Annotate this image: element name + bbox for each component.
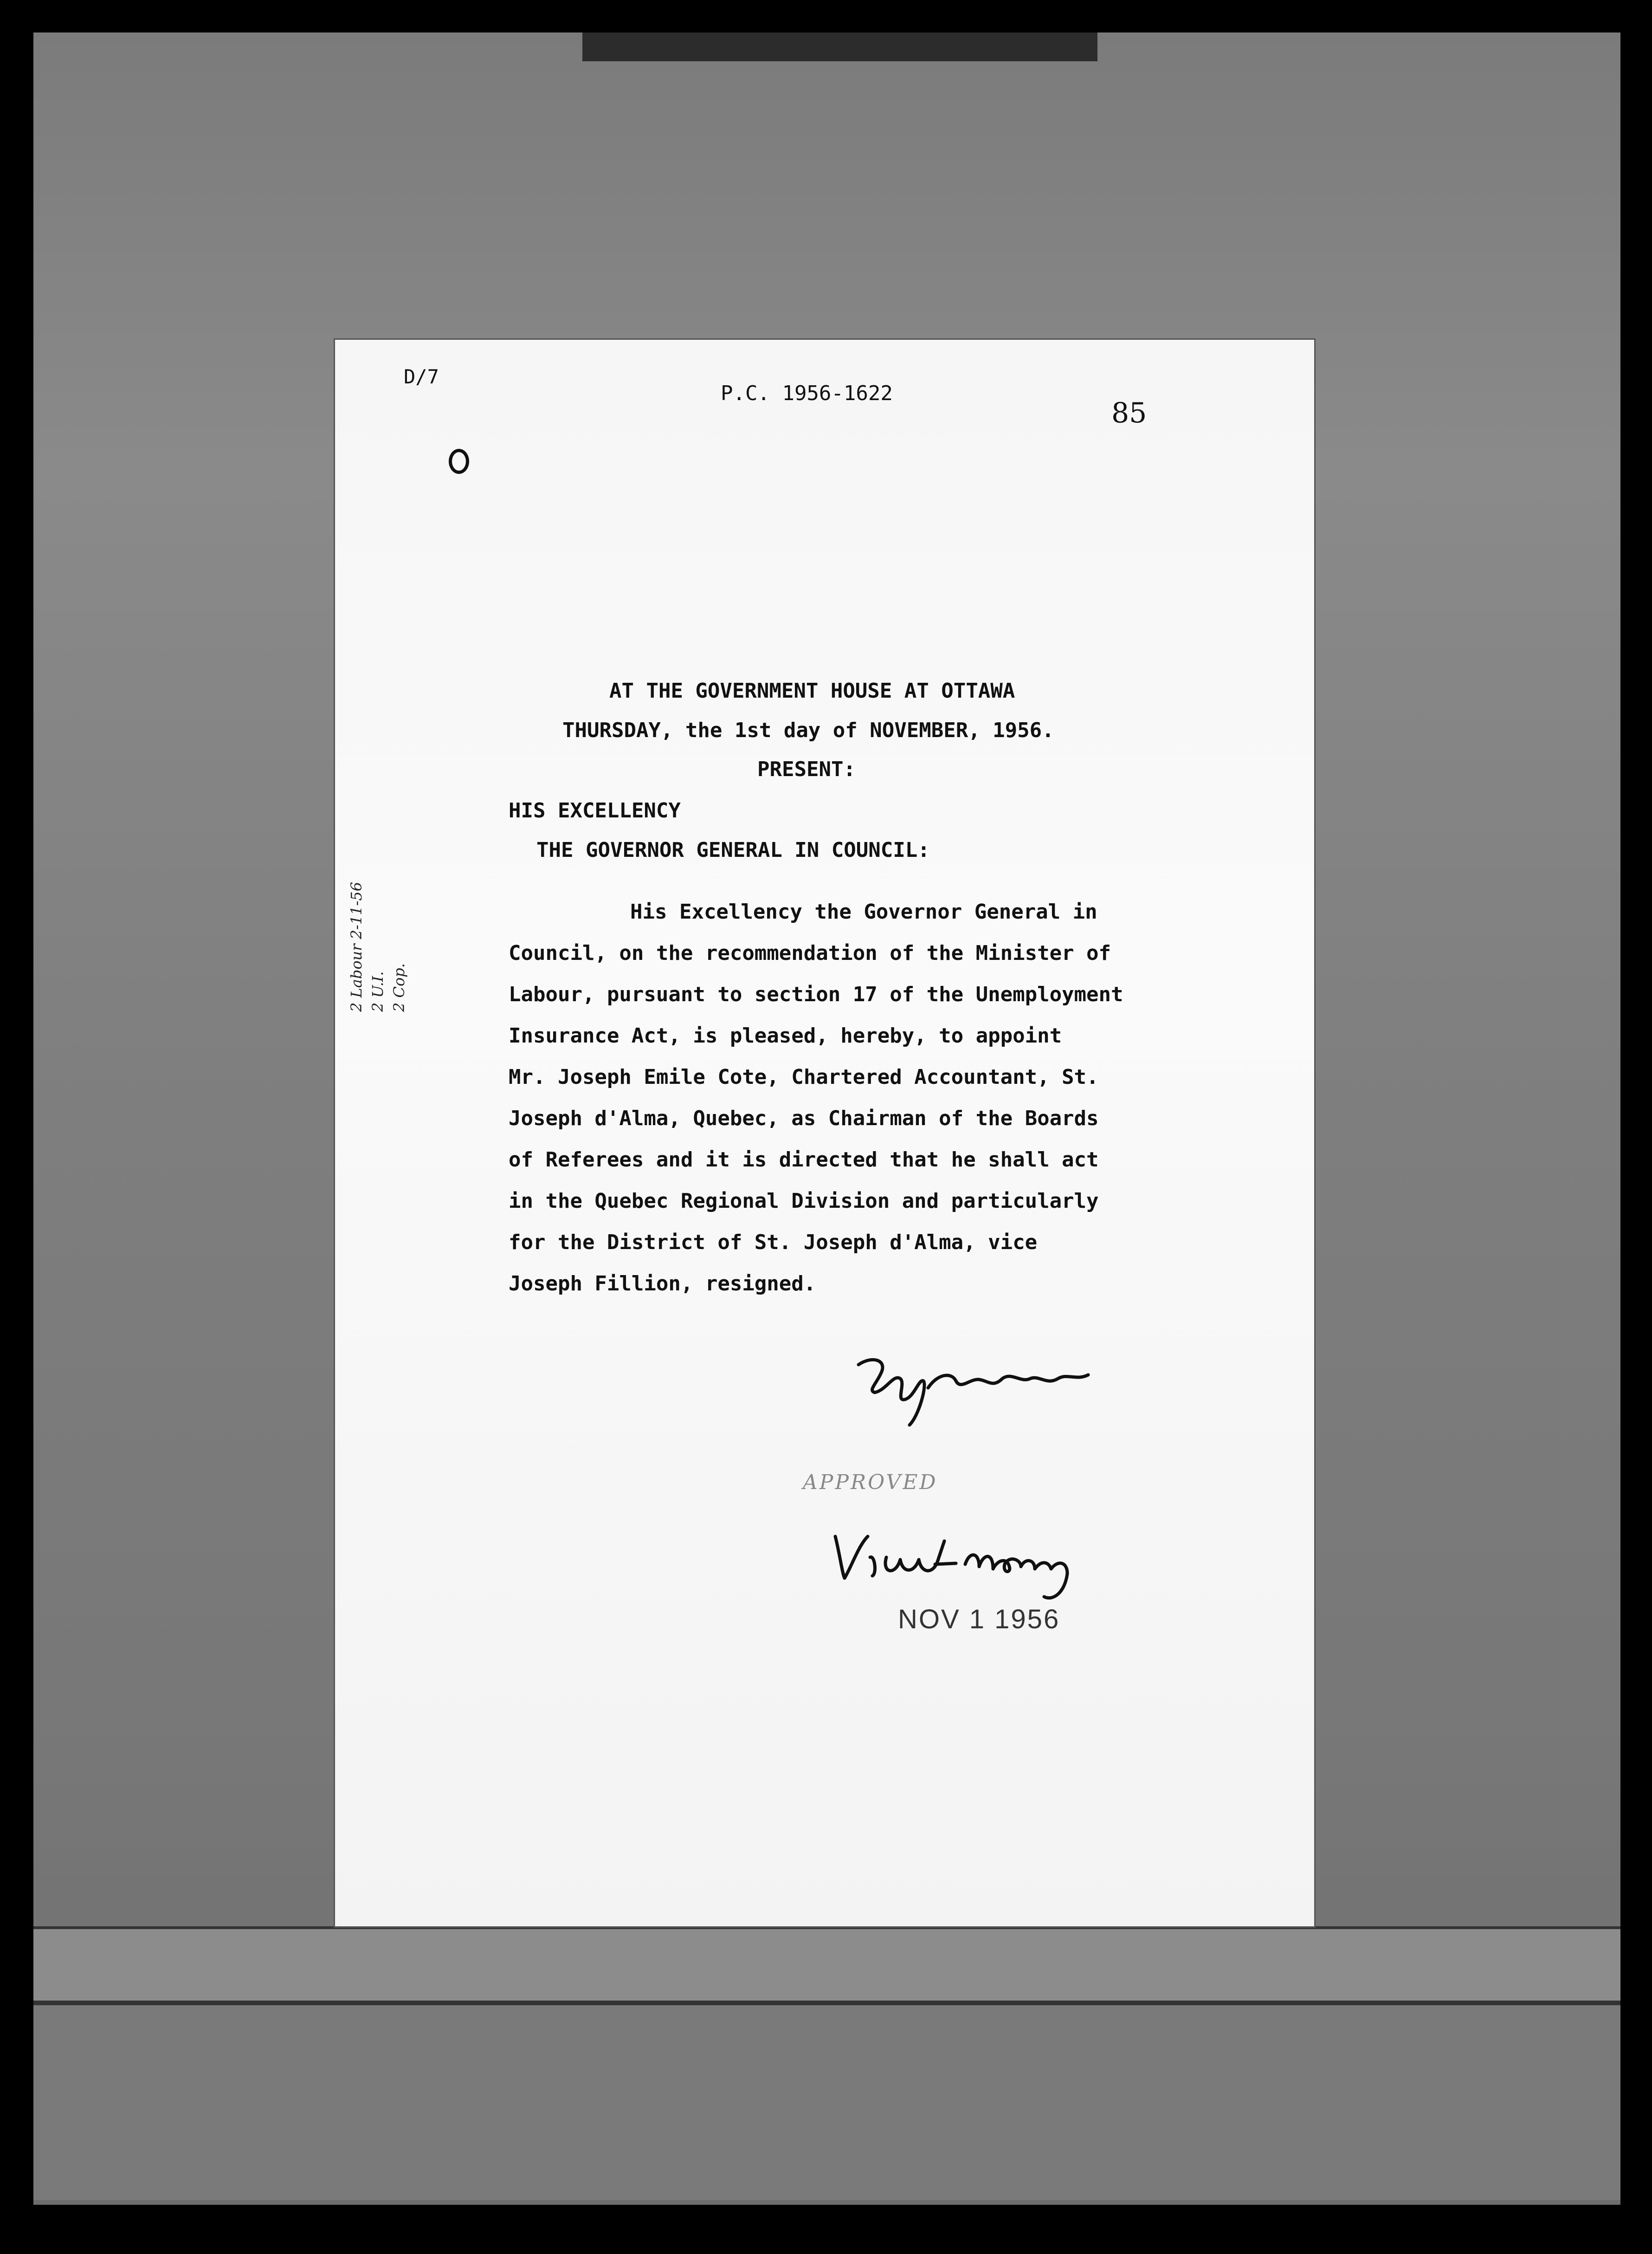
body-line: Labour, pursuant to section 17 of the Unemployment <box>509 983 1123 1006</box>
minister-signature <box>854 1346 1095 1430</box>
body-line: Joseph Fillion, resigned. <box>509 1272 816 1295</box>
body-line: Joseph d'Alma, Quebec, as Chairman of the Boards <box>509 1107 1099 1130</box>
punch-hole <box>449 449 469 474</box>
heading-place: AT THE GOVERNMENT HOUSE AT OTTAWA <box>609 679 1015 703</box>
page-number: 85 <box>1111 397 1147 429</box>
body-line: for the District of St. Joseph d'Alma, vice <box>509 1231 1038 1254</box>
body-line: in the Quebec Regional Division and particularly <box>509 1189 1099 1213</box>
margin-note-ui: 2 U.I. <box>369 971 387 1012</box>
heading-date: THURSDAY, the 1st day of NOVEMBER, 1956. <box>562 719 1054 742</box>
document-page <box>335 340 1314 1926</box>
approval-date-stamp: NOV 1 1956 <box>898 1604 1060 1634</box>
binder-clip <box>582 32 1097 61</box>
margin-note-cop: 2 Cop. <box>390 963 408 1012</box>
body-line: of Referees and it is directed that he shall act <box>509 1148 1099 1172</box>
body-line: Council, on the recommendation of the Minister of <box>509 941 1111 965</box>
file-code: D/7 <box>404 365 439 388</box>
order-number: P.C. 1956-1622 <box>721 382 893 405</box>
address-line-2: THE GOVERNOR GENERAL IN COUNCIL: <box>536 838 930 862</box>
address-line-1: HIS EXCELLENCY <box>509 799 681 823</box>
margin-note-labour: 2 Labour 2-11-56 <box>348 881 365 1012</box>
governor-general-signature <box>826 1522 1086 1611</box>
bottom-band <box>33 2005 1620 2200</box>
lower-band <box>33 1926 1620 2003</box>
heading-present: PRESENT: <box>757 758 856 781</box>
body-line: Mr. Joseph Emile Cote, Chartered Accountant, St. <box>509 1065 1099 1089</box>
body-line: His Excellency the Governor General in <box>630 900 1097 924</box>
band-divider <box>33 2001 1620 2005</box>
body-line: Insurance Act, is pleased, hereby, to appoint <box>509 1024 1062 1048</box>
margin-annotations <box>346 882 410 1012</box>
approved-label: APPROVED <box>803 1470 938 1494</box>
